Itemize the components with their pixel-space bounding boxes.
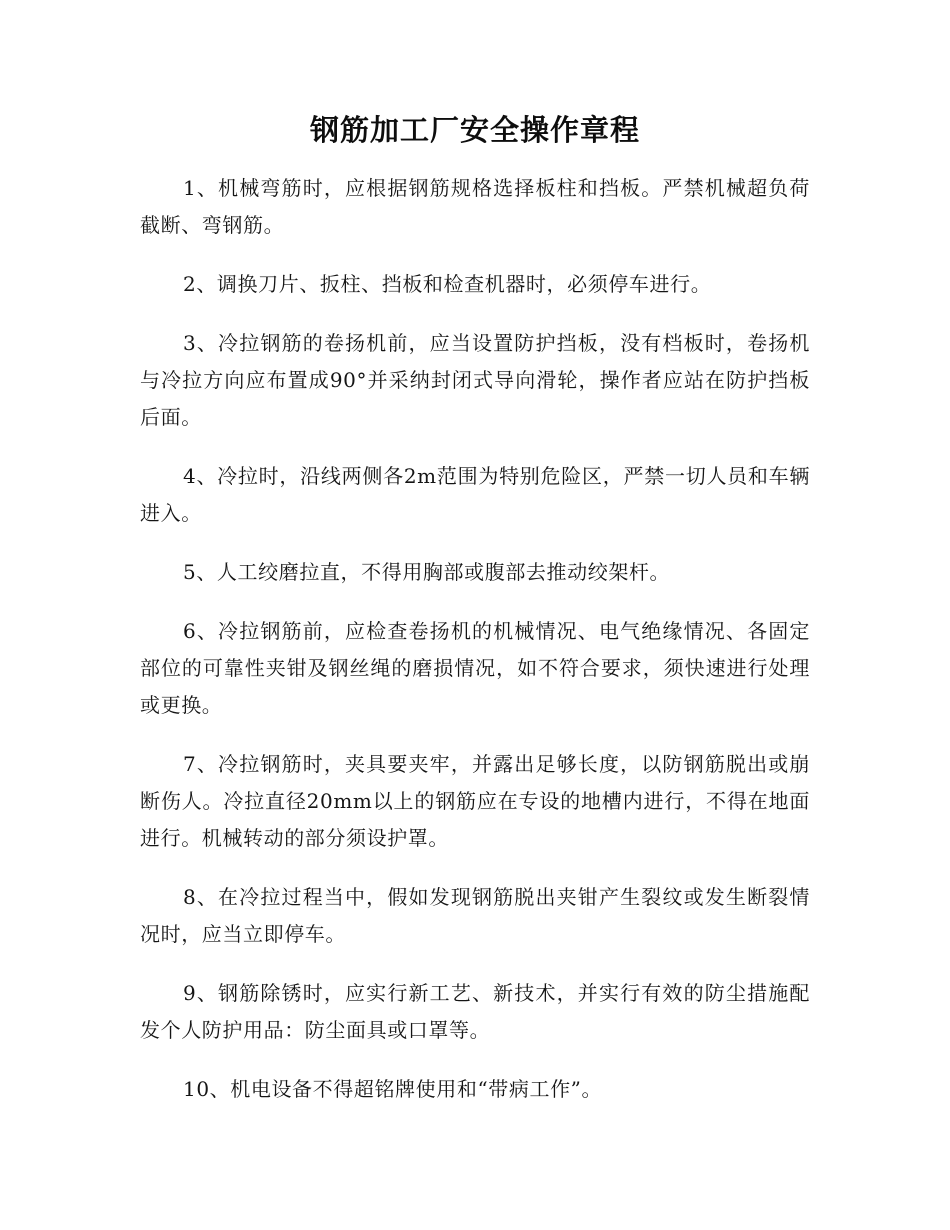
clause-2: 2、调换刀片、扳柱、挡板和检查机器时，必须停车进行。 — [183, 272, 712, 296]
clause-3: 3、冷拉钢筋的卷扬机前，应当设置防护挡板，没有档板时，卷扬机与冷拉方向应布置成90°并采纳封闭式导向滑轮，操作者应站在防护挡板后面。 — [140, 331, 810, 429]
clause-10: 10、机电设备不得超铭牌使用和“带病工作”。 — [183, 1077, 603, 1101]
clause-9: 9、钢筋除锈时，应实行新工艺、新技术，并实行有效的防尘措施配发个人防护用品：防尘面具或口罩等。 — [140, 981, 810, 1042]
clause-5: 5、人工绞磨拉直，不得用胸部或腹部去推动绞架杆。 — [183, 560, 671, 584]
clause-1: 1、机械弯筋时，应根据钢筋规格选择板柱和挡板。严禁机械超负荷截断、弯钢筋。 — [140, 176, 810, 237]
document-title: 钢筋加工厂安全操作章程 — [309, 113, 640, 147]
clause-8: 8、在冷拉过程当中，假如发现钢筋脱出夹钳产生裂纹或发生断裂情况时，应当立即停车。 — [140, 885, 810, 946]
clause-4: 4、冷拉时，沿线两侧各2m范围为特别危险区，严禁一切人员和车辆进入。 — [140, 464, 810, 525]
clause-6: 6、冷拉钢筋前，应检查卷扬机的机械情况、电气绝缘情况、各固定部位的可靠性夹钳及钢丝绳的磨损情况，如不符合要求，须快速进行处理或更换。 — [140, 619, 810, 717]
clause-7: 7、冷拉钢筋时，夹具要夹牢，并露出足够长度，以防钢筋脱出或崩断伤人。冷拉直径20mm以上的钢筋应在专设的地槽内进行，不得在地面进行。机械转动的部分须设护罩。 — [140, 752, 810, 850]
